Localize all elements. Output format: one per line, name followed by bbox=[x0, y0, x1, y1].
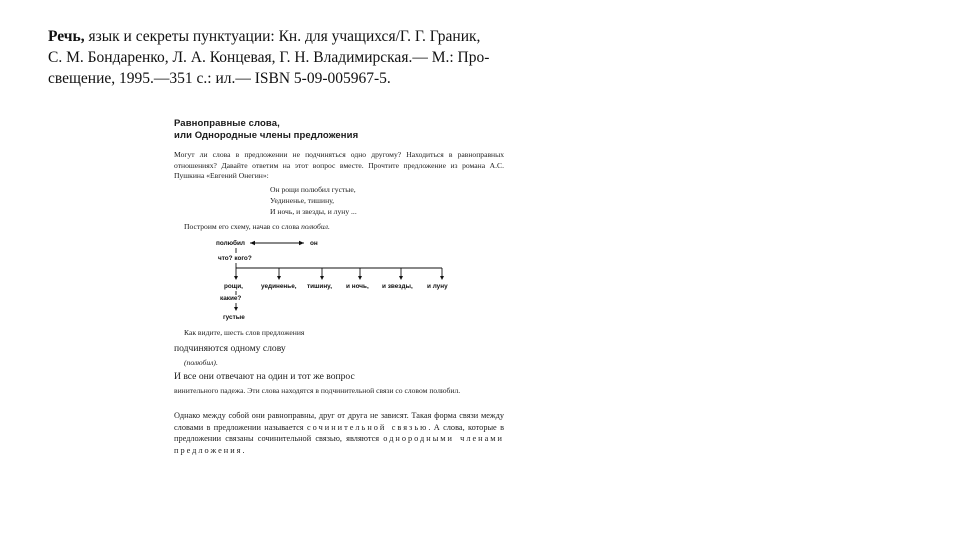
diagram-object-3: тишину, bbox=[307, 283, 333, 290]
branch-arrowhead-4 bbox=[358, 276, 362, 280]
diagram-question: что? кого? bbox=[218, 255, 252, 262]
p3-text: Однако между собой они равноправны, друг от друга не зависят. Такая форма связи между словами в предложении называется bbox=[174, 411, 504, 432]
citation-author: Речь, bbox=[48, 28, 85, 45]
p1-mid: подчиняются одному слову bbox=[174, 343, 286, 354]
poem-line-1: Он рощи полюбил густые, bbox=[270, 185, 356, 194]
diagram-object-1: рощи, bbox=[224, 283, 243, 290]
p3-term-2: однородными членами предложения bbox=[174, 434, 504, 455]
citation-line-1 bbox=[48, 26, 633, 47]
branch-arrowhead-1 bbox=[234, 276, 238, 280]
citation-line-2: С. М. Бондаренко, Л. А. Концевая, Г. Н. Владимирская.— М.: Про- bbox=[48, 49, 490, 66]
branch-arrowhead-2 bbox=[277, 276, 281, 280]
bibliographic-citation bbox=[48, 26, 633, 89]
poem-quote bbox=[270, 184, 357, 217]
diagram-arrowhead-right bbox=[299, 241, 304, 245]
intro-paragraph: Могут ли слова в предложении не подчиняться одно другому? Находиться в равноправных отношениях? Давайте ответим на этот вопрос вместе. Прочтите предложение из романа А.С. Пушкина «Евгений Онегин»: bbox=[174, 150, 504, 180]
diagram-verb: полюбил bbox=[216, 240, 245, 247]
poem-line-2: Уединенье, тишину, bbox=[270, 196, 335, 205]
sentence-scheme-diagram bbox=[206, 234, 466, 324]
p3-end: . bbox=[242, 445, 245, 455]
diagram-object-4: и ночь, bbox=[346, 283, 369, 290]
scheme-prompt-text: Построим его схему, начав со слова bbox=[184, 222, 302, 231]
branch-arrowhead-5 bbox=[399, 276, 403, 280]
diagram-object-2: уединенье, bbox=[261, 283, 297, 290]
diagram-adjective: густые bbox=[223, 314, 245, 321]
citation-line-3: свещение, 1995.—351 с.: ил.— ISBN 5-09-005967-5. bbox=[48, 70, 391, 87]
p1-small: Как видите, шесть слов предложения bbox=[184, 328, 305, 337]
citation-title: язык и секреты пунктуации: Кн. для учащихся/Г. Г. Граник, bbox=[84, 28, 481, 45]
section-title-line-2: или Однородные члены предложения bbox=[174, 130, 359, 141]
branch-arrowhead-6 bbox=[440, 276, 444, 280]
diagram-object-5: и звезды, bbox=[382, 283, 413, 290]
scheme-prompt bbox=[184, 222, 504, 233]
diagram-object-6: и луну bbox=[427, 283, 448, 290]
diagram-arrowhead-left bbox=[250, 241, 255, 245]
section-title bbox=[174, 118, 504, 142]
p3-paragraph bbox=[174, 410, 504, 456]
adj-arrowhead bbox=[234, 307, 238, 311]
p2-mid: И все они отвечают на один и тот же вопрос bbox=[174, 371, 355, 382]
poem-line-3: И ночь, и звезды, и луну ... bbox=[270, 207, 357, 216]
branch-arrowhead-3 bbox=[320, 276, 324, 280]
p3-mid: . А слова, которые в предложении связаны сочинительной связью, являются bbox=[174, 422, 505, 443]
section-title-line-1: Равноправные слова, bbox=[174, 118, 280, 129]
p3-term-1: сочинительной связью bbox=[307, 422, 429, 432]
p2-small: винительного падежа. Эти слова находятся в подчинительной связи со словом полюбил. bbox=[174, 386, 461, 395]
diagram-subject: он bbox=[310, 240, 318, 247]
diagram-adj-question: какие? bbox=[220, 295, 242, 302]
scheme-prompt-word: полюбил. bbox=[301, 222, 330, 231]
p1-word: (полюбил). bbox=[184, 358, 218, 367]
